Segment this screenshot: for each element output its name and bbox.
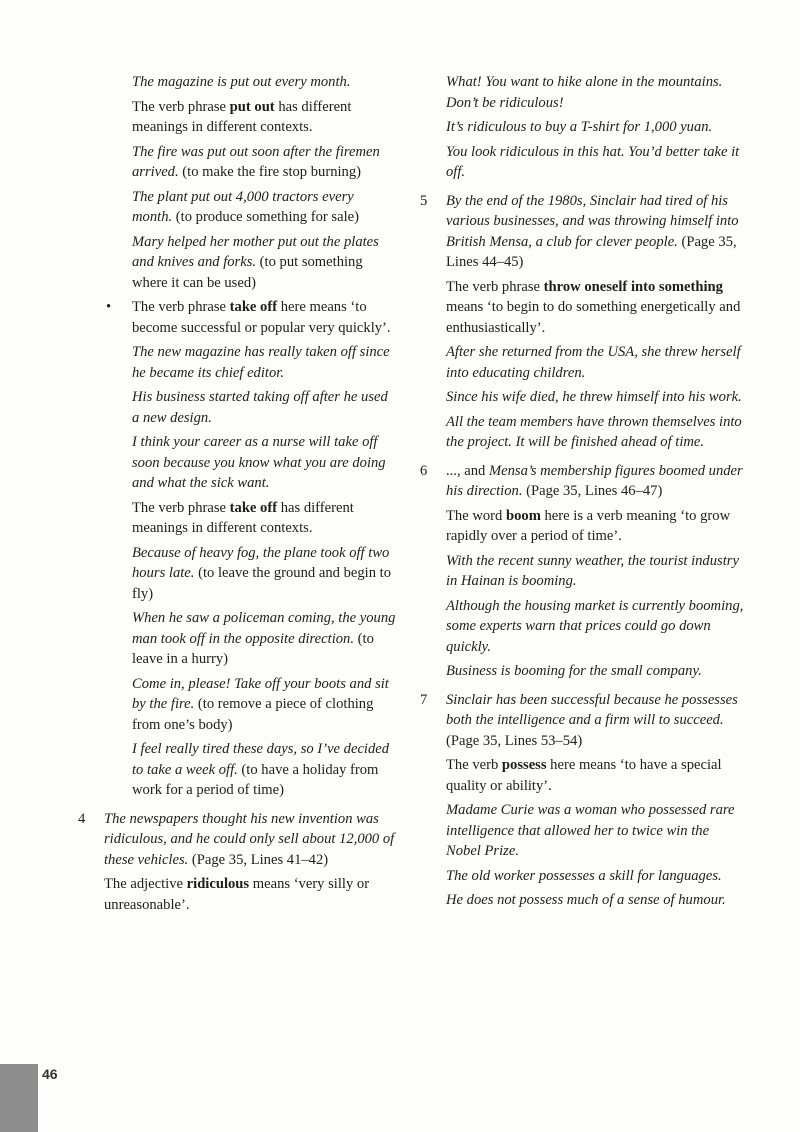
numbered-item-4 bbox=[78, 809, 396, 916]
explanation-paragraph: The verb phrase take off here means ‘to become successful or popular very quickly’. bbox=[132, 299, 391, 336]
example-sentence: Business is booming for the small company. bbox=[446, 663, 702, 679]
example-sentence: Come in, please! Take off your boots and sit by the fire. (to remove a piece of clothing from one’s body) bbox=[132, 675, 389, 733]
numbered-item-6 bbox=[420, 461, 746, 682]
explanation-paragraph: The verb phrase take off has different meanings in different contexts. bbox=[132, 499, 354, 536]
example-sentence: I think your career as a nurse will take off soon because you know what you are doing and what the sick want. bbox=[132, 434, 386, 491]
explanation-paragraph: The verb phrase throw oneself into something means ‘to begin to do something energetically and enthusiastically’. bbox=[446, 278, 741, 336]
bullet-point bbox=[78, 297, 396, 338]
page-number-tab bbox=[0, 1064, 38, 1132]
example-sentence: Mary helped her mother put out the plates and knives and forks. (to put something where it can be used) bbox=[132, 233, 379, 291]
example-sentence: Since his wife died, he threw himself into his work. bbox=[446, 389, 742, 405]
item-number: 7 bbox=[420, 691, 428, 708]
explanation-paragraph: The adjective ridiculous means ‘very silly or unreasonable’. bbox=[104, 876, 370, 913]
page-number: 46 bbox=[42, 1066, 58, 1082]
quote-sentence: Sinclair has been successful because he possesses both the intelligence and a firm will to succeed. (Page 35, Lines 53–54) bbox=[446, 691, 738, 749]
example-sentence: The new magazine has really taken off since he became its chief editor. bbox=[132, 344, 390, 381]
item-number: 5 bbox=[420, 192, 428, 209]
example-sentence: When he saw a policeman coming, the young man took off in the opposite direction. (to leave in a hurry) bbox=[132, 610, 396, 667]
example-sentence: Although the housing market is currently booming, some experts warn that prices could go down quickly. bbox=[446, 597, 744, 655]
explanation-paragraph: The word boom here is a verb meaning ‘to grow rapidly over a period of time’. bbox=[446, 507, 731, 544]
numbered-item-7 bbox=[420, 690, 746, 911]
example-sentence: I feel really tired these days, so I’ve decided to take a week off. (to have a holiday from work for a period of time) bbox=[132, 741, 390, 798]
quote-sentence: The newspapers thought his new invention was ridiculous, and he could only sell about 12,000 of these vehicles. (Page 35, Lines 41–42) bbox=[104, 810, 395, 868]
example-sentence: The fire was put out soon after the firemen arrived. (to make the fire stop burning) bbox=[132, 143, 380, 180]
bullet-icon: • bbox=[106, 299, 112, 315]
example-sentence: The old worker possesses a skill for languages. bbox=[446, 867, 722, 884]
example-sentence: The plant put out 4,000 tractors every month. (to produce something for sale) bbox=[132, 188, 359, 225]
right-column bbox=[420, 72, 746, 915]
numbered-item-5 bbox=[420, 191, 746, 453]
item-number: 4 bbox=[78, 810, 86, 827]
explanation-paragraph: The verb possess here means ‘to have a special quality or ability’. bbox=[446, 757, 722, 794]
explanation-paragraph: The verb phrase put out has different meanings in different contexts. bbox=[132, 98, 352, 135]
example-sentence: All the team members have thrown themselves into the project. It will be finished ahead of time. bbox=[446, 413, 742, 450]
item-number: 6 bbox=[420, 462, 428, 479]
quote-sentence: ..., and Mensa’s membership figures boomed under his direction. (Page 35, Lines 46–47) bbox=[446, 462, 743, 499]
example-sentence: Because of heavy fog, the plane took off two hours late. (to leave the ground and begin to fly) bbox=[132, 544, 391, 602]
example-sentence: What! You want to hike alone in the mountains. Don’t be ridiculous! bbox=[446, 74, 723, 111]
left-column bbox=[78, 72, 396, 919]
example-sentence: The magazine is put out every month. bbox=[132, 74, 351, 90]
example-sentence: He does not possess much of a sense of humour. bbox=[446, 892, 726, 908]
quote-sentence: By the end of the 1980s, Sinclair had tired of his various businesses, and was throwing himself into British Mensa, a club for clever people. (Page 35, Lines 44–45) bbox=[446, 192, 739, 270]
example-sentence: It’s ridiculous to buy a T-shirt for 1,000 yuan. bbox=[446, 119, 713, 135]
example-sentence: After she returned from the USA, she threw herself into educating children. bbox=[446, 344, 741, 381]
example-sentence: With the recent sunny weather, the tourist industry in Hainan is booming. bbox=[446, 552, 739, 589]
example-sentence: His business started taking off after he used a new design. bbox=[132, 389, 388, 426]
example-sentence: You look ridiculous in this hat. You’d better take it off. bbox=[446, 143, 740, 180]
example-sentence: Madame Curie was a woman who possessed rare intelligence that allowed her to twice win the Nobel Prize. bbox=[446, 802, 735, 859]
